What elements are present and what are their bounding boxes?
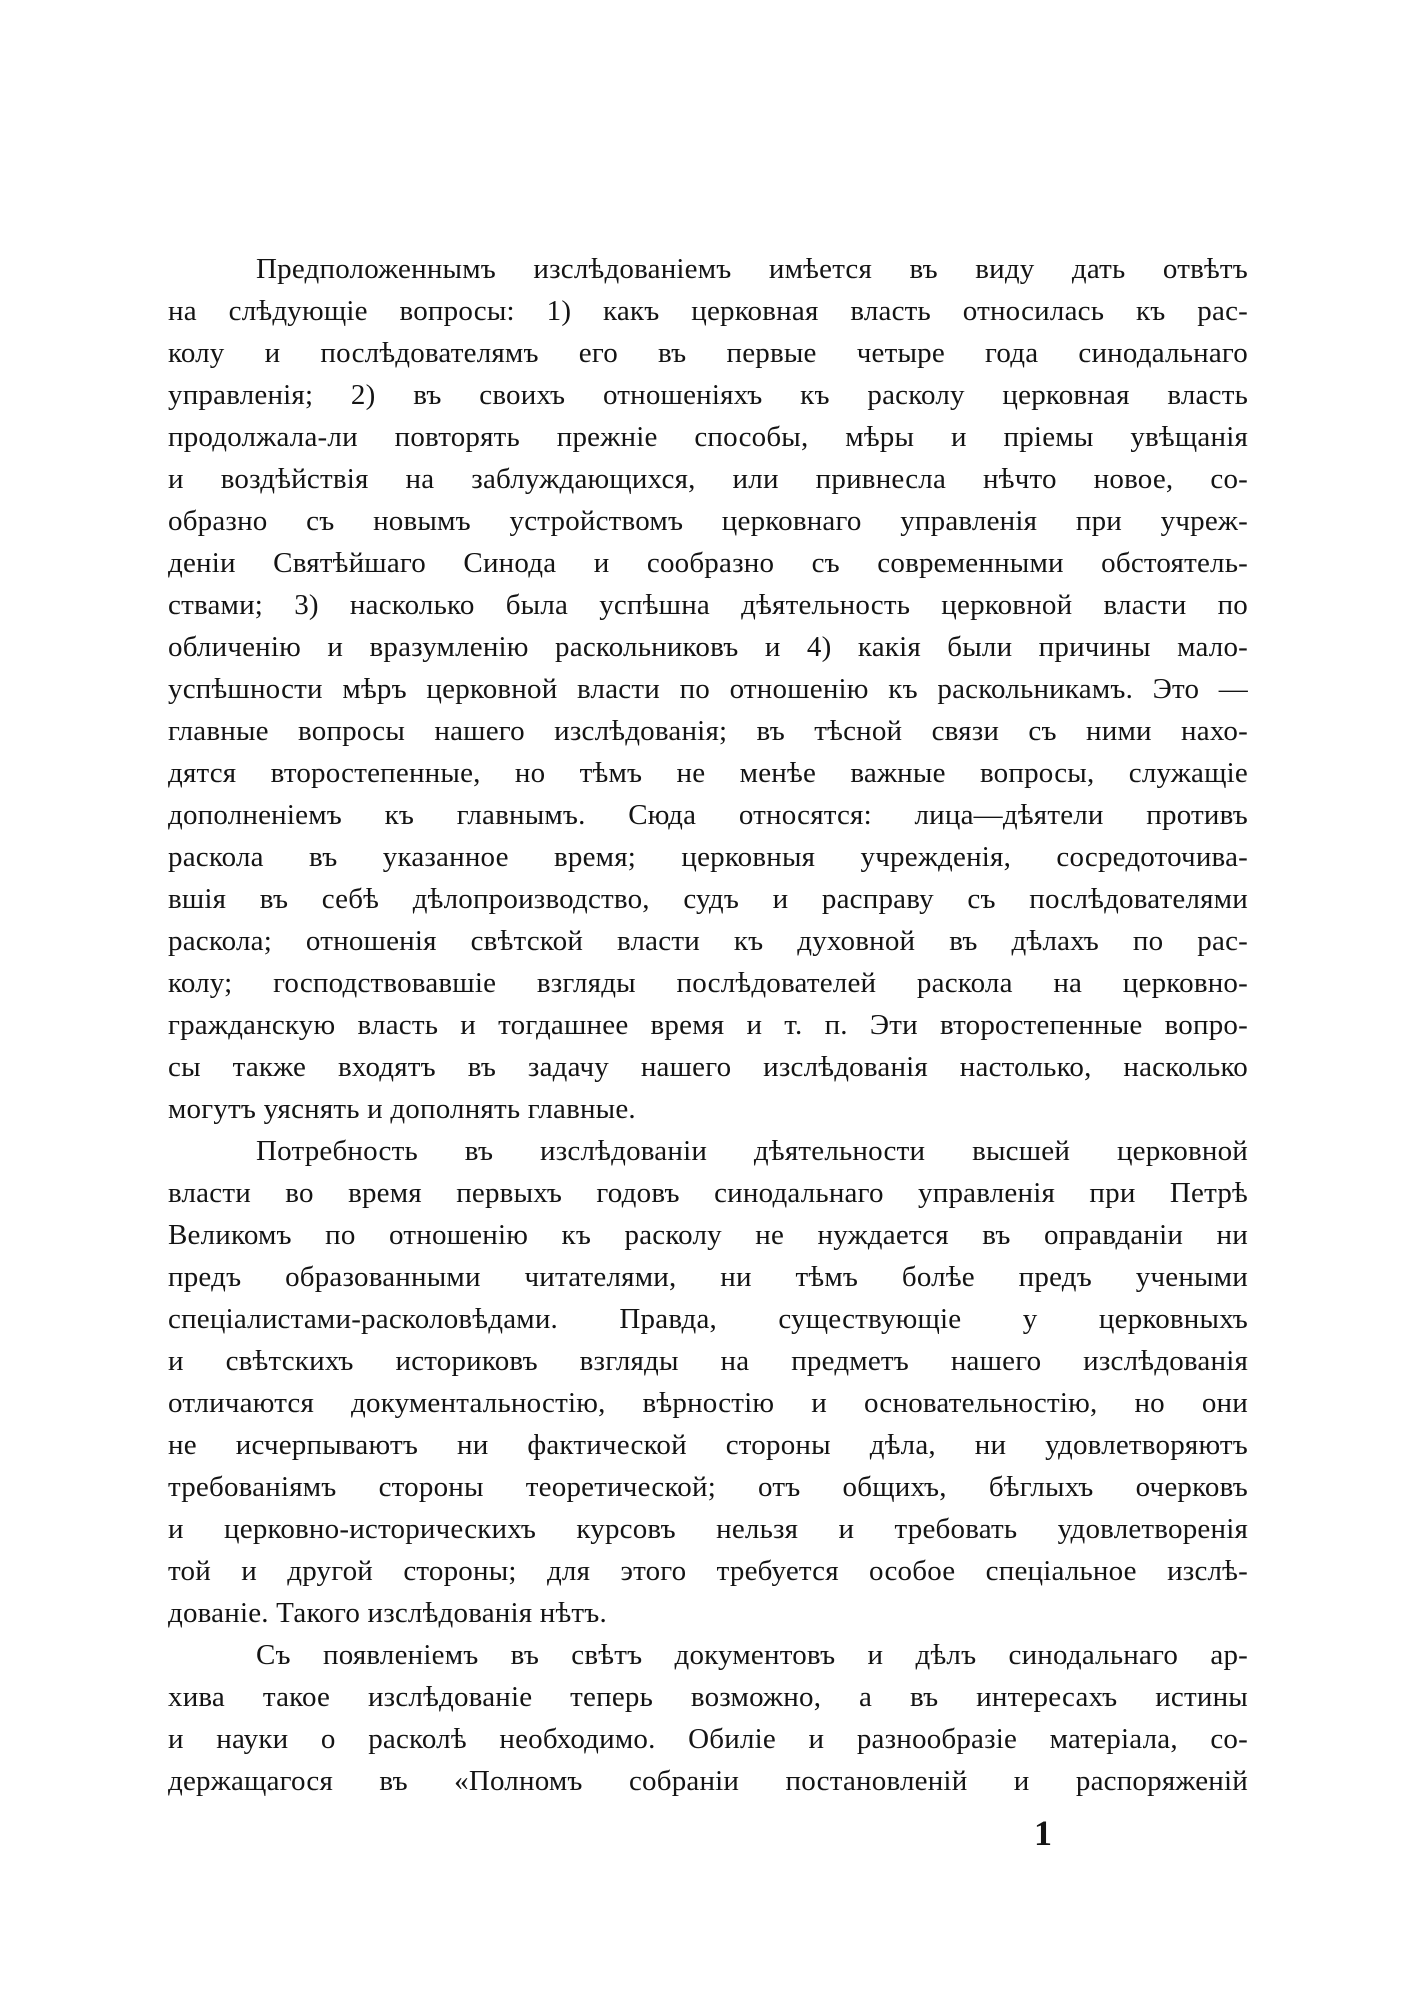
text-line: предъ образованными читателями, ни тѣмъ болѣе предъ учеными [168,1261,1248,1293]
text-line: спеціалистами-расколовѣдами. Правда, существующіе у церковныхъ [168,1303,1248,1335]
text-line: раскола; отношенія свѣтской власти къ духовной въ дѣлахъ по рас- [168,925,1248,957]
text-line: колу; господствовавшіе взгляды послѣдователей раскола на церковно- [168,967,1248,999]
text-line: дованіе. Такого изслѣдованія нѣтъ. [168,1597,607,1629]
text-line: управленія; 2) въ своихъ отношеніяхъ къ расколу церковная власть [168,379,1248,411]
paragraph-2 [168,1130,1248,1634]
text-line: требованіямъ стороны теоретической; отъ общихъ, бѣглыхъ очерковъ [168,1471,1248,1503]
text-line: той и другой стороны; для этого требуется особое спеціальное изслѣ- [168,1555,1248,1587]
text-line: отличаются документальностію, вѣрностію и основательностію, но они [168,1387,1248,1419]
text-line: могутъ уяснять и дополнять главные. [168,1093,636,1125]
text-line: власти во время первыхъ годовъ синодальнаго управленія при Петрѣ [168,1177,1248,1209]
page-number: 1 [1034,1813,1052,1853]
text-line: и воздѣйствія на заблуждающихся, или привнесла нѣчто новое, со- [168,463,1248,495]
text-line: раскола въ указанное время; церковныя учрежденія, сосредоточива- [168,841,1248,873]
text-line: Великомъ по отношенію къ расколу не нуждается въ оправданіи ни [168,1219,1248,1251]
paragraph-1 [168,248,1248,1130]
text-line: Потребность въ изслѣдованіи дѣятельности высшей церковной [256,1135,1248,1167]
text-line: образно съ новымъ устройствомъ церковнаго управленія при учреж- [168,505,1248,537]
text-line: на слѣдующіе вопросы: 1) какъ церковная власть относилась къ рас- [168,295,1248,327]
body-text [168,248,1248,1802]
text-line: ствами; 3) насколько была успѣшна дѣятельность церковной власти по [168,589,1248,621]
text-line: главные вопросы нашего изслѣдованія; въ тѣсной связи съ ними нахо- [168,715,1248,747]
paragraph-3 [168,1634,1248,1802]
text-line: не исчерпываютъ ни фактической стороны дѣла, ни удовлетворяютъ [168,1429,1248,1461]
text-line: обличенію и вразумленію раскольниковъ и 4) какія были причины мало- [168,631,1248,663]
text-line: и науки о расколѣ необходимо. Обиліе и разнообразіе матеріала, со- [168,1723,1248,1755]
text-line: и свѣтскихъ историковъ взгляды на предметъ нашего изслѣдованія [168,1345,1248,1377]
text-line: Предположеннымъ изслѣдованіемъ имѣется въ виду дать отвѣтъ [256,253,1248,285]
text-line: деніи Святѣйшаго Синода и сообразно съ современными обстоятель- [168,547,1248,579]
text-line: колу и послѣдователямъ его въ первые четыре года синодальнаго [168,337,1248,369]
text-line: дополненіемъ къ главнымъ. Сюда относятся: лица—дѣятели противъ [168,799,1248,831]
text-line: дятся второстепенные, но тѣмъ не менѣе важные вопросы, служащіе [168,757,1248,789]
text-line: гражданскую власть и тогдашнее время и т. п. Эти второстепенные вопро- [168,1009,1248,1041]
text-line: и церковно-историческихъ курсовъ нельзя и требовать удовлетворенія [168,1513,1248,1545]
text-line: сы также входятъ въ задачу нашего изслѣдованія настолько, насколько [168,1051,1248,1083]
text-line: хива такое изслѣдованіе теперь возможно, а въ интересахъ истины [168,1681,1248,1713]
text-line: вшія въ себѣ дѣлопроизводство, судъ и расправу съ послѣдователями [168,883,1248,915]
text-line: Съ появленіемъ въ свѣтъ документовъ и дѣлъ синодальнаго ар- [256,1639,1248,1671]
text-line: продолжала-ли повторять прежніе способы, мѣры и пріемы увѣщанія [168,421,1248,453]
text-line: держащагося въ «Полномъ собраніи постановленій и распоряженій [168,1765,1248,1797]
text-line: успѣшности мѣръ церковной власти по отношенію къ раскольникамъ. Это — [168,673,1248,705]
